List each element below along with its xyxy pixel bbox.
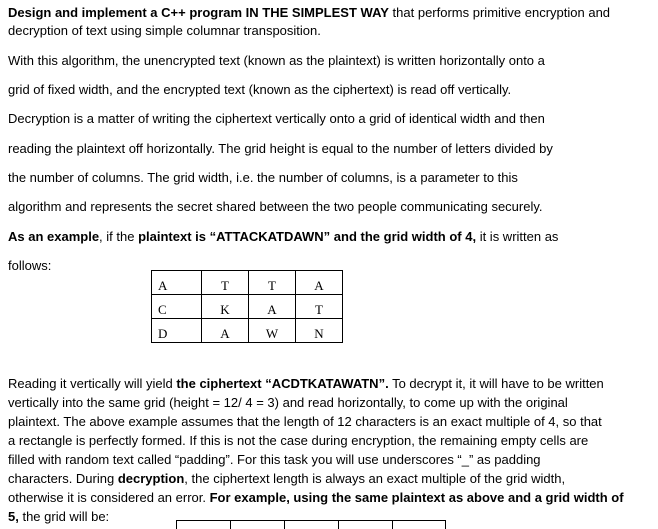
example-line2: follows: bbox=[8, 258, 52, 273]
grid-divider bbox=[392, 521, 393, 529]
grid-cell: T bbox=[296, 295, 343, 319]
task-title-bold: Design and implement a C++ program IN THE SIMPLEST WAY bbox=[8, 5, 389, 20]
grid-divider bbox=[338, 521, 339, 529]
reading-line-8 bbox=[8, 508, 109, 526]
example-line bbox=[8, 228, 558, 246]
example-plaintext: plaintext is “ATTACKATDAWN” and the grid width of 4, bbox=[138, 229, 477, 244]
reading-line-2: vertically into the same grid (height = 12/ 4 = 3) and read horizontally, to come up with the original bbox=[8, 395, 568, 410]
partial-grid-top bbox=[176, 520, 446, 529]
grid-cell: A bbox=[152, 271, 202, 295]
reading-line-7 bbox=[8, 489, 624, 507]
intro-line-4: reading the plaintext off horizontally. The grid height is equal to the number of letters divided by bbox=[8, 141, 553, 156]
reading-ciphertext: the ciphertext “ACDTKATAWATN”. bbox=[176, 376, 389, 391]
reading-text-a: Reading it vertically will yield bbox=[8, 376, 177, 391]
task-title bbox=[8, 4, 610, 22]
intro-line-5: the number of columns. The grid width, i.e. the number of columns, is a parameter to this bbox=[8, 170, 518, 185]
grid-divider bbox=[445, 521, 446, 529]
example-text-a: , if the bbox=[99, 229, 139, 244]
reading-decryption: decryption bbox=[117, 471, 185, 486]
example-text-b: it is written as bbox=[476, 229, 559, 244]
grid-divider bbox=[176, 521, 177, 529]
intro-line-2: grid of fixed width, and the encrypted text (known as the ciphertext) is read off vertically. bbox=[8, 82, 512, 97]
transposition-grid bbox=[151, 270, 343, 343]
reading-text-f: the grid will be: bbox=[18, 509, 110, 524]
reading-line-5: filled with random text called “padding”. For this task you will use underscores “_” as padding bbox=[8, 452, 541, 467]
task-title-rest: that performs primitive encryption and bbox=[388, 5, 611, 20]
grid-cell: A bbox=[202, 319, 249, 343]
grid-cell: C bbox=[152, 295, 202, 319]
grid-cell: T bbox=[249, 271, 296, 295]
grid-divider bbox=[230, 521, 231, 529]
reading-line-4: a rectangle is perfectly formed. If this is not the case during encryption, the remaining empty cells are bbox=[8, 433, 589, 448]
grid-cell: A bbox=[296, 271, 343, 295]
grid-cell: A bbox=[249, 295, 296, 319]
reading-text-c: characters. During bbox=[8, 471, 118, 486]
intro-line-1: With this algorithm, the unencrypted text (known as the plaintext) is written horizontally onto a bbox=[8, 53, 545, 68]
reading-text-e: otherwise it is considered an error. bbox=[8, 490, 210, 505]
grid-cell: D bbox=[152, 319, 202, 343]
grid-cell: T bbox=[202, 271, 249, 295]
grid-row bbox=[152, 271, 343, 295]
grid-row bbox=[152, 295, 343, 319]
intro-line-3: Decryption is a matter of writing the ciphertext vertically onto a grid of identical width and then bbox=[8, 111, 545, 126]
reading-line-6 bbox=[8, 470, 565, 488]
reading-text-b: To decrypt it, it will have to be written bbox=[388, 376, 604, 391]
reading-width-value: 5, bbox=[8, 509, 19, 524]
reading-example-bold: For example, using the same plaintext as above and a grid width of bbox=[209, 490, 624, 505]
reading-line-3: plaintext. The above example assumes that the length of 12 characters is an exact multiple of 4, so that bbox=[8, 414, 602, 429]
grid-cell: K bbox=[202, 295, 249, 319]
reading-text-d: , the ciphertext length is always an exact multiple of the grid width, bbox=[184, 471, 566, 486]
reading-line-1 bbox=[8, 375, 604, 393]
intro-line-6: algorithm and represents the secret shared between the two people communicating securely. bbox=[8, 199, 543, 214]
grid-cell: N bbox=[296, 319, 343, 343]
grid-cell: W bbox=[249, 319, 296, 343]
grid-row bbox=[152, 319, 343, 343]
grid-divider bbox=[284, 521, 285, 529]
example-label: As an example bbox=[8, 229, 100, 244]
task-title-line2: decryption of text using simple columnar transposition. bbox=[8, 23, 321, 38]
